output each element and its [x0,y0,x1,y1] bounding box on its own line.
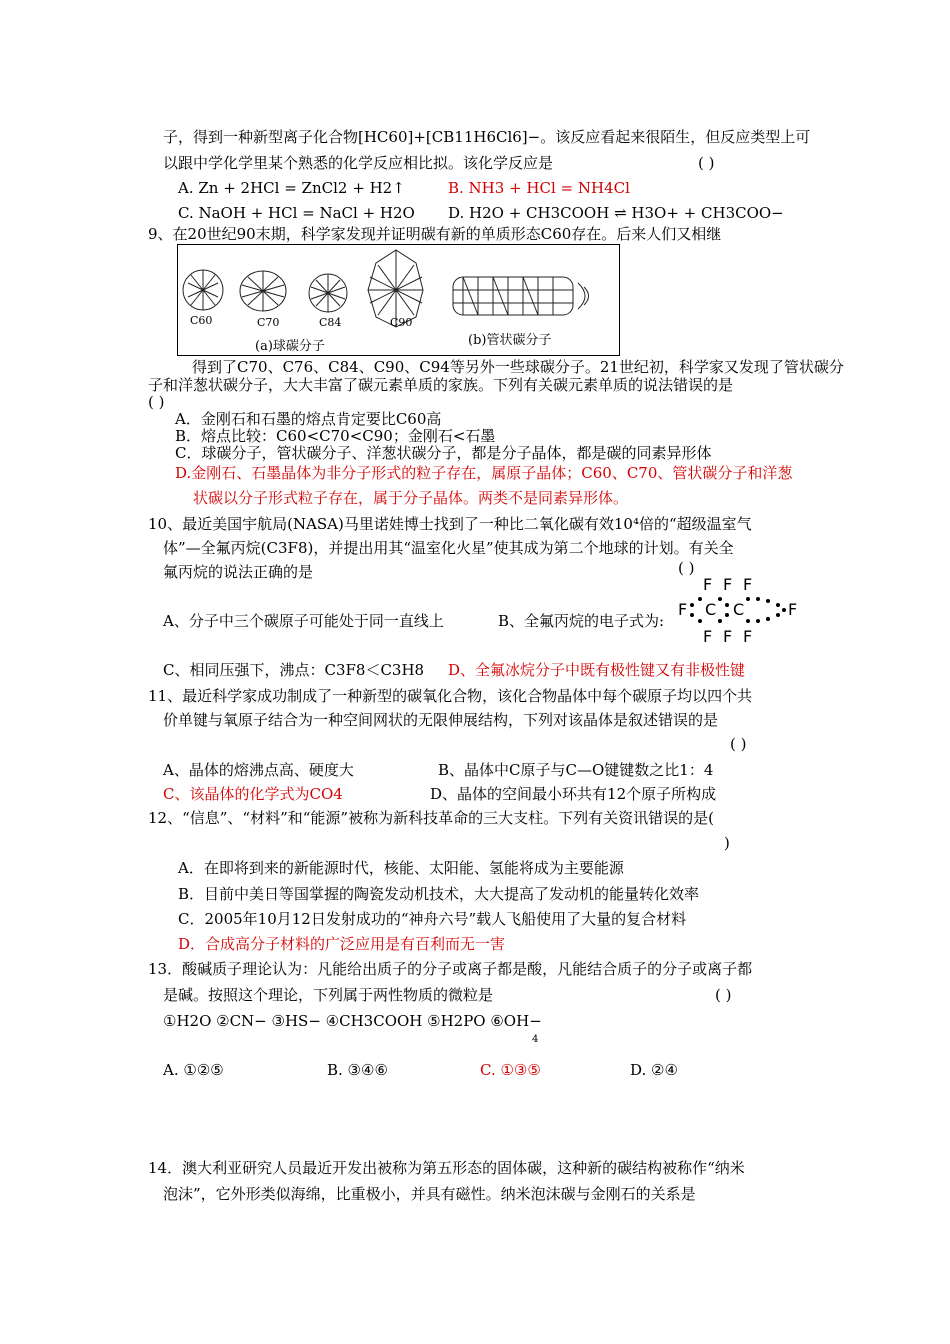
fig-label-c60: C60 [190,314,213,327]
q10-line1: 10、最近美国宇航局(NASA)马里诺娃博士找到了一种比二氧化碳有效10⁴倍的“超级温室气 [148,515,752,533]
q13-option-d: D. ②④ [630,1061,678,1079]
fig-label-c90: C90 [390,316,413,329]
q13-items: ①H2O ②CN− ③HS− ④CH3COOH ⑤H2PO ⑥OH− [163,1012,542,1030]
q13-option-a: A. ①②⑤ [163,1061,224,1079]
ed-f2: F [723,575,733,594]
q9-line2: 得到了C70、C76、C84、C90、C94等另外一些球碳分子。21世纪初，科学家又发现了管状碳分 [192,358,844,376]
q10-paren: ( ) [678,559,695,577]
fig-caption-a: (a)球碳分子 [255,339,325,354]
ed-f5: F [788,600,798,619]
q8-line2: 以跟中学化学里某个熟悉的化学反应相比拟。该化学反应是 [163,154,554,172]
electron-formula [678,575,798,645]
fig-label-c84: C84 [319,316,342,329]
ed-f3: F [743,575,753,594]
fig-caption-b: (b)管状碳分子 [468,333,552,348]
q11-option-c: C、该晶体的化学式为CO4 [163,785,343,803]
q13-line1: 13．酸碱质子理论认为：凡能给出质子的分子或离子都是酸，凡能结合质子的分子或离子都 [148,960,753,978]
q12-option-b: B．目前中美日等国掌握的陶瓷发动机技术，大大提高了发动机的能量转化效率 [178,885,700,903]
q8-option-b: B. NH3 + HCl = NH4Cl [448,179,630,197]
q13-option-c: C. ①③⑤ [480,1061,541,1079]
ed-f7: F [723,627,733,646]
q10-line2: 体”—全氟丙烷(C3F8)，并提出用其“温室化火星”使其成为第二个地球的计划。有关全 [163,539,734,557]
ed-f8: F [743,627,753,646]
q12-option-a: A．在即将到来的新能源时代，核能、太阳能、氢能将成为主要能源 [178,859,624,877]
q11-paren: ( ) [730,735,747,753]
q10-option-a: A、分子中三个碳原子可能处于同一直线上 [163,612,444,630]
c60-ball-icon [183,270,223,310]
q9-option-d1: D.金刚石、石墨晶体为非分子形式的粒子存在，属原子晶体；C60、C70、管状碳分子和洋葱 [175,464,793,482]
q9-option-a: A．金刚石和石墨的熔点肯定要比C60高 [175,410,442,428]
q8-option-a: A. Zn + 2HCl = ZnCl2 + H2↑ [178,179,405,197]
q11-line2: 价单键与氧原子结合为一种空间网状的无限伸展结构，下列对该晶体是叙述错误的是 [163,711,719,729]
q12-option-c: C．2005年10月12日发射成功的“神舟六号”载人飞船使用了大量的复合材料 [178,910,687,928]
q14-line1: 14．澳大利亚研究人员最近开发出被称为第五形态的固体碳，这种新的碳结构被称作“纳米 [148,1159,745,1177]
fig-label-c70: C70 [257,316,280,329]
q13-paren: ( ) [715,986,732,1004]
ed-f4: F [678,600,688,619]
q12-option-d: D．合成高分子材料的广泛应用是有百利而无一害 [178,935,506,953]
ed-c1: C [705,600,717,619]
q9-option-d2: 状碳以分子形式粒子存在，属于分子晶体。两类不是同素异形体。 [193,489,629,507]
q11-line1: 11、最近科学家成功制成了一种新型的碳氧化合物，该化合物晶体中每个碳原子均以四个共 [148,687,753,705]
q8-paren: ( ) [698,154,715,172]
ed-c2: C [733,600,745,619]
q10-option-d: D、全氟冰烷分子中既有极性键又有非极性键 [448,661,746,679]
q8-option-c: C. NaOH + HCl = NaCl + H2O [178,204,415,222]
q11-option-b: B、晶体中C原子与C—O键键数之比1：4 [438,761,714,779]
q13-option-b: B. ③④⑥ [327,1061,388,1079]
q11-option-a: A、晶体的熔沸点高、硬度大 [163,761,354,779]
q8-option-d: D. H2O + CH3COOH ⇌ H3O+ + CH3COO− [448,204,784,222]
carbon-molecules-figure [177,244,620,356]
ed-f6: F [703,627,713,646]
q10-line3: 氟丙烷的说法正确的是 [163,563,314,581]
q9-option-b: B．熔点比较：C60<C70<C90；金刚石<石墨 [175,427,496,445]
q10-option-b: B、全氟丙烷的电子式为: [498,612,665,630]
q9-paren: ( ) [148,393,165,411]
ed-f1: F [703,575,713,594]
electron-dots [678,575,798,645]
c70-ball-icon [240,271,286,311]
q10-option-c: C、相同压强下，沸点：C3F8＜C3H8 [163,661,425,679]
q14-line2: 泡沫”，它外形类似海绵，比重极小，并具有磁性。纳米泡沫碳与金刚石的关系是 [163,1185,696,1203]
q8-line1: 子，得到一种新型离子化合物[HC60]+[CB11H6Cl6]−。该反应看起来很陌生，但反应类型上可 [163,128,811,146]
q12-paren-close: ) [724,834,730,852]
q11-option-d: D、晶体的空间最小环共有12个原子所构成 [430,785,717,803]
q9-option-c: C．球碳分子，管状碳分子、洋葱状碳分子，都是分子晶体，都是碳的同素异形体 [175,444,712,462]
q12-line1: 12、“信息”、“材料”和“能源”被称为新科技革命的三大支柱。下列有关资讯错误的是( [148,809,714,827]
q9-line3: 子和洋葱状碳分子，大大丰富了碳元素单质的家族。下列有关碳元素单质的说法错误的是 [148,376,734,394]
q13-sub4: 4 [532,1034,539,1045]
q13-line2: 是碱。按照这个理论，下列属于两性物质的微粒是 [163,986,494,1004]
q9-intro: 9、在20世纪90末期，科学家发现并证明碳有新的单质形态C60存在。后来人们又相继 [148,225,722,243]
c84-ball-icon [309,274,347,312]
nanotube-icon [453,277,589,315]
fullerene-drawing [178,245,619,355]
